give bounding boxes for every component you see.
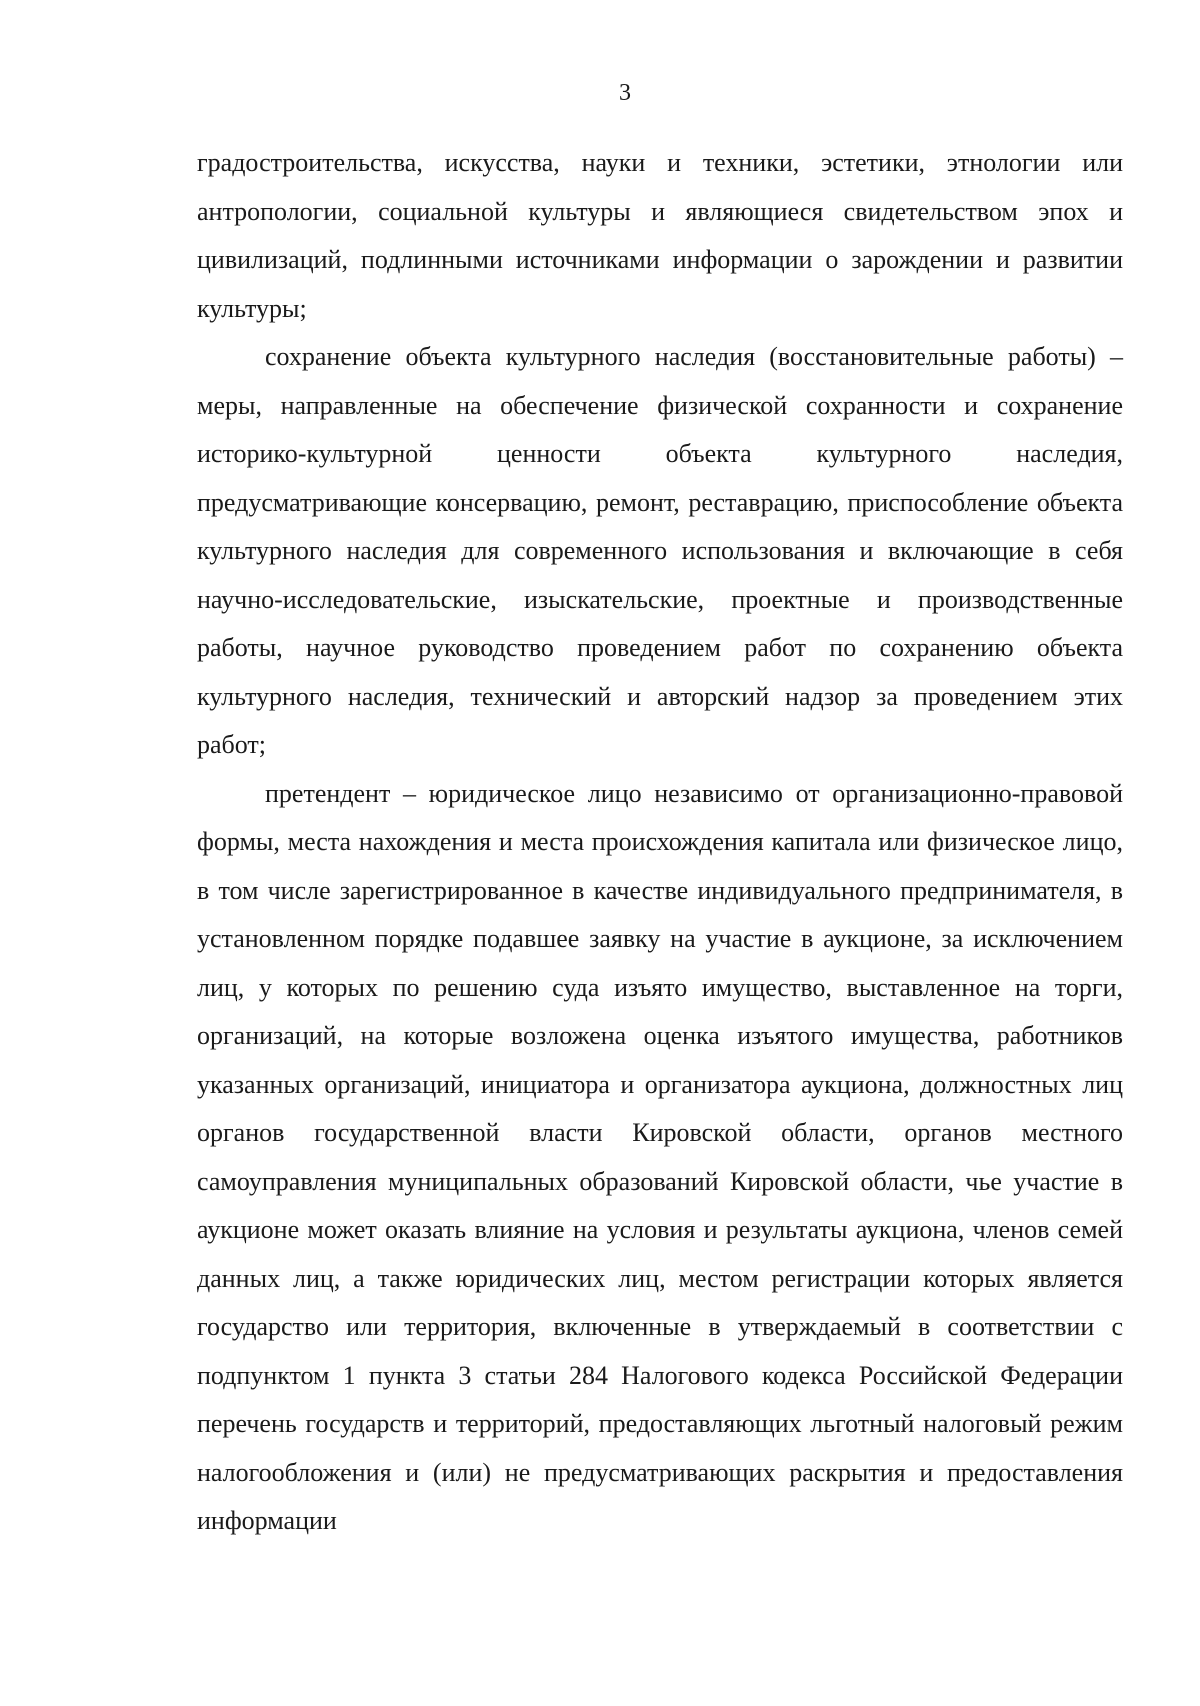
paragraph-preservation-definition: сохранение объекта культурного наследия (восстановительные работы) – меры, направленные на обеспечение физической сохранности и сохранение историко-культурной ценности объекта культурного наследия, предусматривающие консервацию, ремонт, реставрацию, приспособление объекта культурного наследия для современного использования и включающие в себя научно-исследовательские, изыскательские, проектные и производственные работы, научное руководство проведением работ по сохранению объекта культурного наследия, технический и авторский надзор за проведением этих работ; [197,342,1123,759]
document-body [197,139,1123,1546]
paragraph-applicant-definition: претендент – юридическое лицо независимо от организационно-правовой формы, места нахождения и места происхождения капитала или физическое лицо, в том числе зарегистрированное в качестве индивидуального предпринимателя, в установленном порядке подавшее заявку на участие в аукционе, за исключением лиц, у которых по решению суда изъято имущество, выставленное на торги, организаций, на которые возложена оценка изъятого имущества, работников указанных организаций, инициатора и организатора аукциона, должностных лиц органов государственной власти Кировской области, органов местного самоуправления муниципальных образований Кировской области, чье участие в аукционе может оказать влияние на условия и результаты аукциона, членов семей данных лиц, а также юридических лиц, местом регистрации которых является государство или территория, включенные в утверждаемый в соответствии с подпунктом 1 пункта 3 статьи 284 Налогового кодекса Российской Федерации перечень государств и территорий, предоставляющих льготный налоговый режим налогообложения и (или) не предусматривающих раскрытия и предоставления информации [197,778,1123,1535]
paragraph-continuation: градостроительства, искусства, науки и техники, эстетики, этнологии или антропологии, социальной культуры и являющиеся свидетельством эпох и цивилизаций, подлинными источниками информации о зарождении и развитии культуры; [197,148,1123,323]
page-number: 3 [619,80,631,106]
